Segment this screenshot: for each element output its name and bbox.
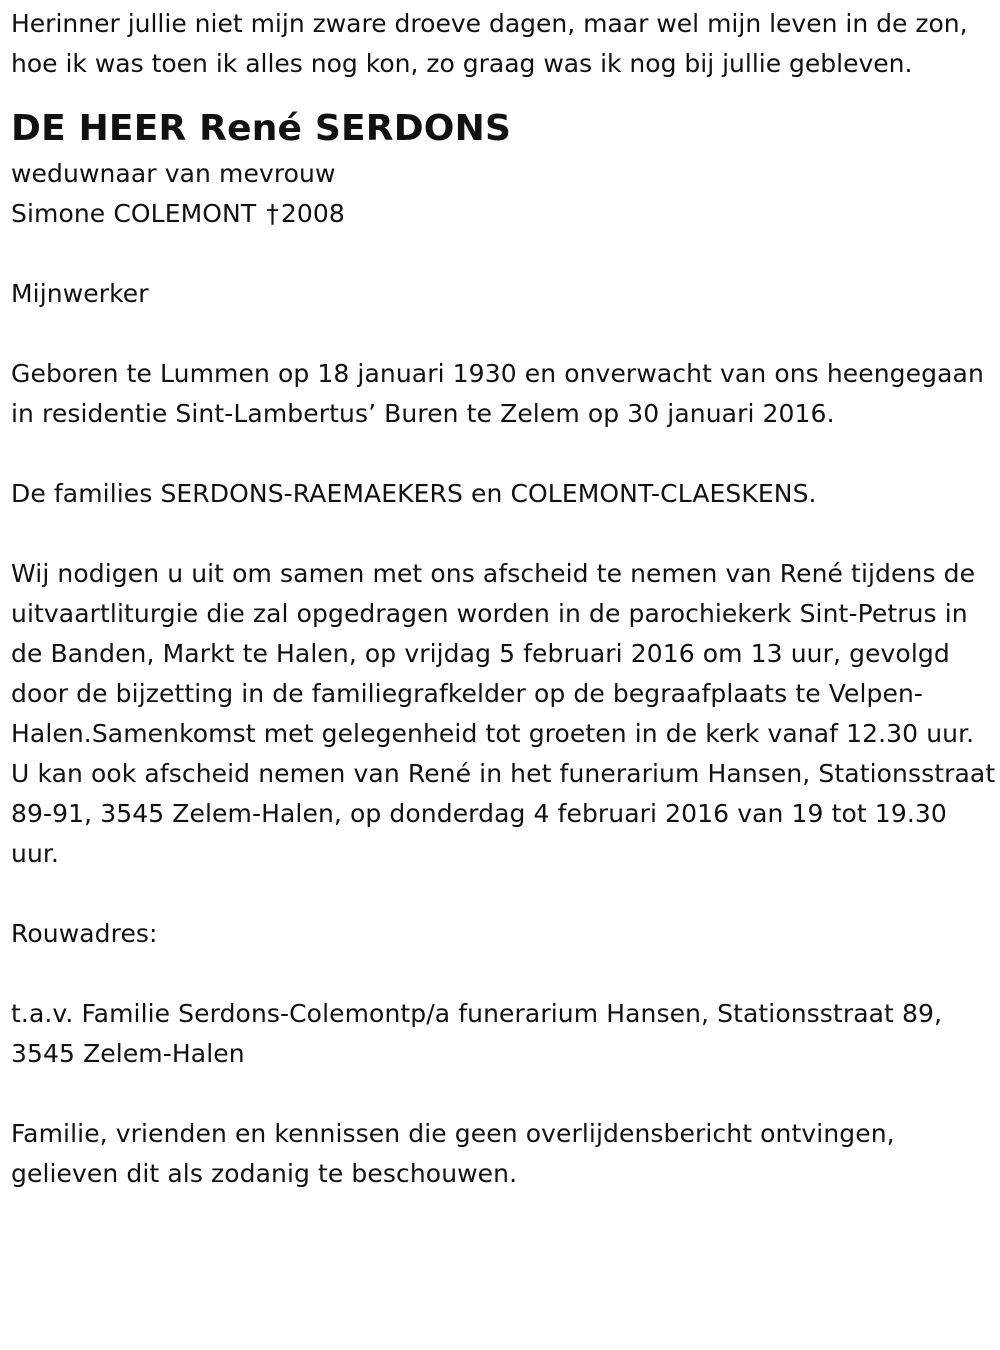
funerarium-paragraph: U kan ook afscheid nemen van René in het funerarium Hansen, Stationsstraat 89-91, 3545 Zelem-Halen, op donderdag 4 februari 2016 van 19 tot 19.30 uur. bbox=[11, 759, 996, 868]
spacer bbox=[11, 874, 996, 914]
spouse-name-line bbox=[11, 194, 996, 234]
spacer bbox=[11, 234, 996, 274]
spacer bbox=[11, 1074, 996, 1114]
birth-death-paragraph: Geboren te Lummen op 18 januari 1930 en onverwacht van ons heengegaan in residentie Sint-Lambertus’ Buren te Zelem op 30 januari 2016. bbox=[11, 359, 984, 428]
spacer bbox=[11, 434, 996, 474]
invitation-paragraph: Wij nodigen u uit om samen met ons afscheid te nemen van René tijdens de uitvaartliturgie die zal opgedragen worden in de parochiekerk Sint-Petrus in de Banden, Markt te Halen, op vrijdag 5 februari 2016 om 13 uur, gevolgd door de bijzetting in de familiegrafkelder op de begraafplaats te Velpen-Halen.Samenkomst met gelegenheid tot groeten in de kerk vanaf 12.30 uur. bbox=[11, 559, 976, 748]
spouse-line: weduwnaar van mevrouw bbox=[11, 159, 336, 188]
obituary-document bbox=[11, 4, 996, 1194]
spacer bbox=[11, 954, 996, 994]
rouwadres-label: Rouwadres: bbox=[11, 919, 158, 948]
opening-verse: Herinner jullie niet mijn zware droeve dagen, maar wel mijn leven in de zon, hoe ik was toen ik alles nog kon, zo graag was ik nog bij jullie gebleven. bbox=[11, 9, 968, 78]
spacer bbox=[11, 314, 996, 354]
families-line: De families SERDONS-RAEMAEKERS en COLEMONT-CLAESKENS. bbox=[11, 479, 817, 508]
deceased-name: DE HEER René SERDONS bbox=[11, 108, 512, 149]
rouwadres-address: t.a.v. Familie Serdons-Colemontp/a funerarium Hansen, Stationsstraat 89, 3545 Zelem-Halen bbox=[11, 999, 943, 1068]
closing-paragraph: Familie, vrienden en kennissen die geen overlijdensbericht ontvingen, gelieven dit als zodanig te beschouwen. bbox=[11, 1119, 895, 1188]
occupation: Mijnwerker bbox=[11, 279, 149, 308]
spacer bbox=[11, 514, 996, 554]
spouse-death-year: 2008 bbox=[280, 199, 345, 228]
cross-icon: † bbox=[266, 199, 279, 228]
spouse-name: Simone COLEMONT bbox=[11, 199, 257, 228]
